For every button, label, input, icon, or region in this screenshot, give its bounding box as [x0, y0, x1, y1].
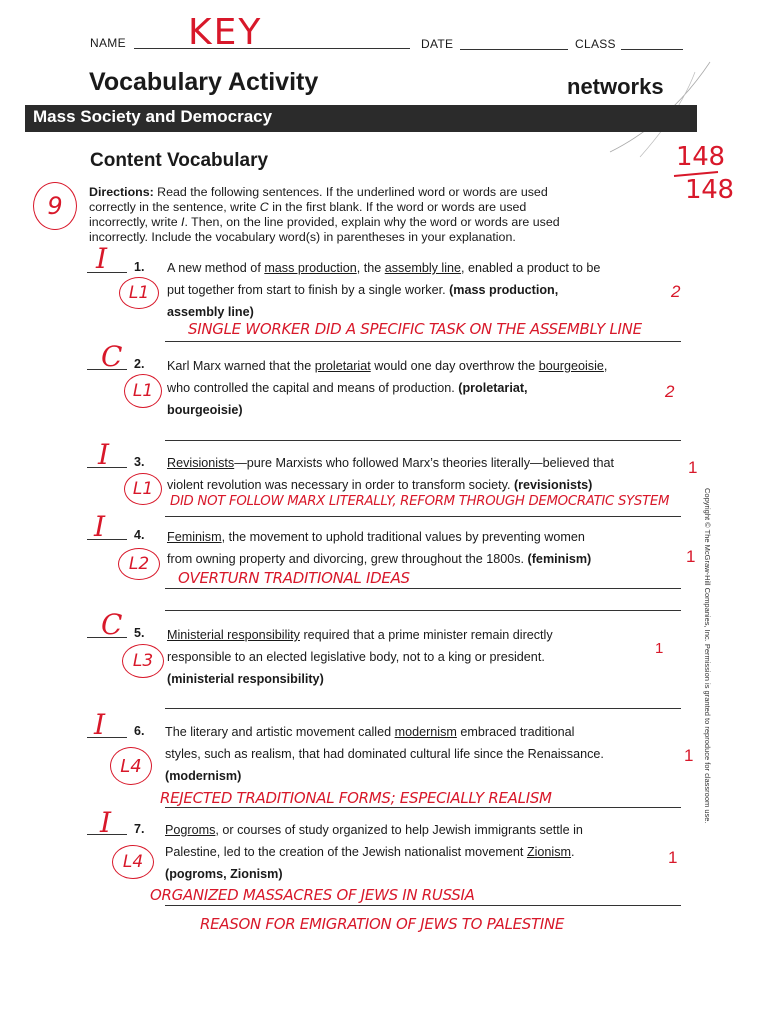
copyright-notice: Copyright © The McGraw-Hill Companies, Inc. Permission is granted to reproduce for classroom use. [703, 488, 712, 824]
level-circle-2: L1 [124, 374, 162, 408]
page-title: Vocabulary Activity [89, 68, 319, 96]
mark-5: C [101, 608, 123, 641]
question-text-3: Revisionists—pure Marxists who followed Marx’s theories literally—believed that violent revolution was necessary in order to transform society. (revisionists) [167, 456, 615, 492]
mark-6: I [94, 708, 106, 741]
name-value: KEY [188, 12, 263, 53]
mark-4: I [94, 510, 106, 543]
answer-7b: REASON FOR EMIGRATION OF JEWS TO PALESTINE [200, 915, 565, 933]
question-text-6: The literary and artistic movement called modernism embraced traditional styles, such as realism, that had dominated cultural life since the Renaissance. (modernism) [165, 725, 604, 783]
question-number-4: 4. [134, 528, 145, 542]
question-number-5: 5. [134, 626, 145, 640]
score-numerator: 148 [676, 142, 725, 172]
question-number-6: 6. [134, 724, 145, 738]
question-text-1: A new method of mass production, the assembly line, enabled a product to be put together from start to finish by a single worker. (mass production, assembly line) [167, 261, 601, 319]
question-number-7: 7. [134, 822, 145, 836]
mark-1: I [96, 242, 108, 275]
content-vocabulary-heading: Content Vocabulary [90, 150, 269, 171]
date-label: DATE [421, 37, 454, 51]
level-circle-1: L1 [119, 277, 159, 309]
points-4: 1 [686, 547, 696, 566]
level-circle-3: L1 [124, 473, 162, 505]
date-line [460, 49, 568, 50]
answer-line-2 [165, 440, 681, 441]
mark-3: I [98, 438, 110, 471]
question-text-4: Feminism, the movement to uphold traditional values by preventing women from owning property and divorcing, grew throughout the 1800s. (feminism) [167, 530, 592, 566]
points-6: 1 [684, 746, 694, 765]
answer-4: OVERTURN TRADITIONAL IDEAS [178, 569, 410, 587]
points-3: 1 [688, 458, 698, 477]
question-text-5: Ministerial responsibility required that a prime minister remain directly responsible to an elected legislative body, not to a king or president. (ministerial responsibility) [167, 628, 553, 686]
level-circle-4: L2 [118, 548, 160, 580]
points-5: 1 [655, 640, 664, 657]
directions-circle: 9 [33, 182, 77, 230]
question-number-3: 3. [134, 455, 145, 469]
blank-6 [87, 737, 127, 738]
question-number-1: 1. [134, 260, 145, 274]
answer-7: ORGANIZED MASSACRES OF JEWS IN RUSSIA [150, 886, 475, 904]
level-circle-7: L4 [112, 845, 154, 879]
answer-line-7 [165, 905, 681, 906]
directions-text: Directions: Read the following sentences. If the underlined word or words are used correctly in the sentence, write C in the first blank. If the word or words are used incorrectly, write I. Then, on the line provided, explain why the word or words are used incorrectly. Include the vocabulary word(s) in parentheses in your explanation. [89, 185, 560, 244]
question-number-2: 2. [134, 357, 145, 371]
section-banner: Mass Society and Democracy [25, 105, 697, 132]
points-2: 2 [665, 382, 675, 401]
mark-7: I [100, 806, 112, 839]
name-line [134, 48, 410, 49]
answer-3: DID NOT FOLLOW MARX LITERALLY, REFORM THROUGH DEMOCRATIC SYSTEM [170, 494, 670, 509]
class-label: CLASS [575, 37, 616, 51]
question-text-7: Pogroms, or courses of study organized to help Jewish immigrants settle in Palestine, led to the creation of the Jewish nationalist movement Zionism. (pogroms, Zionism) [165, 823, 583, 881]
class-line [621, 49, 683, 50]
answer-line-4 [165, 588, 681, 589]
answer-1: SINGLE WORKER DID A SPECIFIC TASK ON THE ASSEMBLY LINE [188, 320, 642, 338]
points-7: 1 [668, 848, 678, 867]
answer-line-6 [165, 807, 681, 808]
answer-line-4b [165, 610, 681, 611]
points-1: 2 [671, 282, 681, 301]
answer-line-5 [165, 708, 681, 709]
question-text-2: Karl Marx warned that the proletariat would one day overthrow the bourgeoisie, who controlled the capital and means of production. (proletariat, bourgeoisie) [167, 359, 608, 417]
answer-6: REJECTED TRADITIONAL FORMS; ESPECIALLY REALISM [160, 789, 552, 807]
blank-4 [87, 539, 127, 540]
name-label: NAME [90, 36, 126, 50]
mark-2: C [101, 340, 123, 373]
level-circle-5: L3 [122, 644, 164, 678]
networks-logo: networks [567, 74, 664, 99]
answer-line-1 [165, 341, 681, 342]
level-circle-6: L4 [110, 747, 152, 785]
answer-line-3 [165, 516, 681, 517]
score-denominator: 148 [685, 175, 734, 205]
